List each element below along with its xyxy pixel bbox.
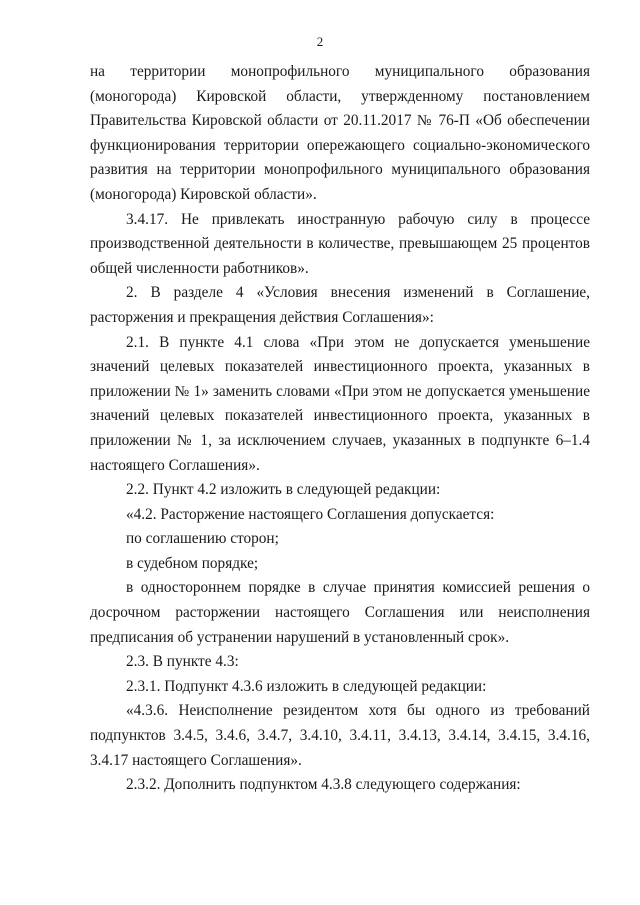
paragraph-2-3-2: 2.3.2. Дополнить подпунктом 4.3.8 следующего содержания: bbox=[126, 776, 521, 794]
paragraph-2-1: 2.1. В пункте 4.1 слова «При этом не допускается уменьшение значений целевых показателей инвестиционного проекта, указанных в приложении № 1» заменить словами «При этом не допускается уменьшение значений целевых показателей инвестиционного проекта, указанных в приложении № 1, за исключением случаев, указанных в подпункте 6–1.4 настоящего Соглашения». bbox=[90, 333, 590, 474]
paragraph-unilateral: в одностороннем порядке в случае принятия комиссией решения о досрочном расторжении настоящего Соглашения или неисполнения предписания об устранении нарушений в установленный срок». bbox=[90, 579, 590, 646]
document-body bbox=[90, 60, 590, 798]
paragraph-2-2: 2.2. Пункт 4.2 изложить в следующей редакции: bbox=[126, 481, 441, 499]
paragraph-3-4-17: 3.4.17. Не привлекать иностранную рабочую силу в процессе производственной деятельности в количестве, превышающем 25 процентов общей численности работников». bbox=[90, 210, 590, 277]
paragraph-4-3-6: «4.3.6. Неисполнение резидентом хотя бы одного из требований подпунктов 3.4.5, 3.4.6, 3.4.7, 3.4.10, 3.4.11, 3.4.13, 3.4.14, 3.4.15, 3.4.16, 3.4.17 настоящего Соглашения». bbox=[90, 702, 590, 769]
page-number: 2 bbox=[316, 34, 324, 49]
paragraph-judicial: в судебном порядке; bbox=[126, 554, 259, 572]
paragraph-continuation: на территории монопрофильного муниципального образования (моногорода) Кировской области, утвержденному постановлением Правительства Кировской области от 20.11.2017 № 76-П «Об обеспечении функционирования территории опережающего социально-экономического развития на территории монопрофильного муниципального образования (моногорода) Кировской области». bbox=[90, 63, 590, 203]
paragraph-2-section-4: 2. В разделе 4 «Условия внесения изменений в Соглашение, расторжения и прекращения действия Соглашения»: bbox=[90, 284, 590, 326]
paragraph-2-3-1: 2.3.1. Подпункт 4.3.6 изложить в следующей редакции: bbox=[126, 677, 487, 695]
paragraph-2-3: 2.3. В пункте 4.3: bbox=[126, 653, 239, 671]
paragraph-4-2: «4.2. Расторжение настоящего Соглашения допускается: bbox=[126, 505, 495, 523]
paragraph-by-agreement: по соглашению сторон; bbox=[126, 530, 279, 548]
